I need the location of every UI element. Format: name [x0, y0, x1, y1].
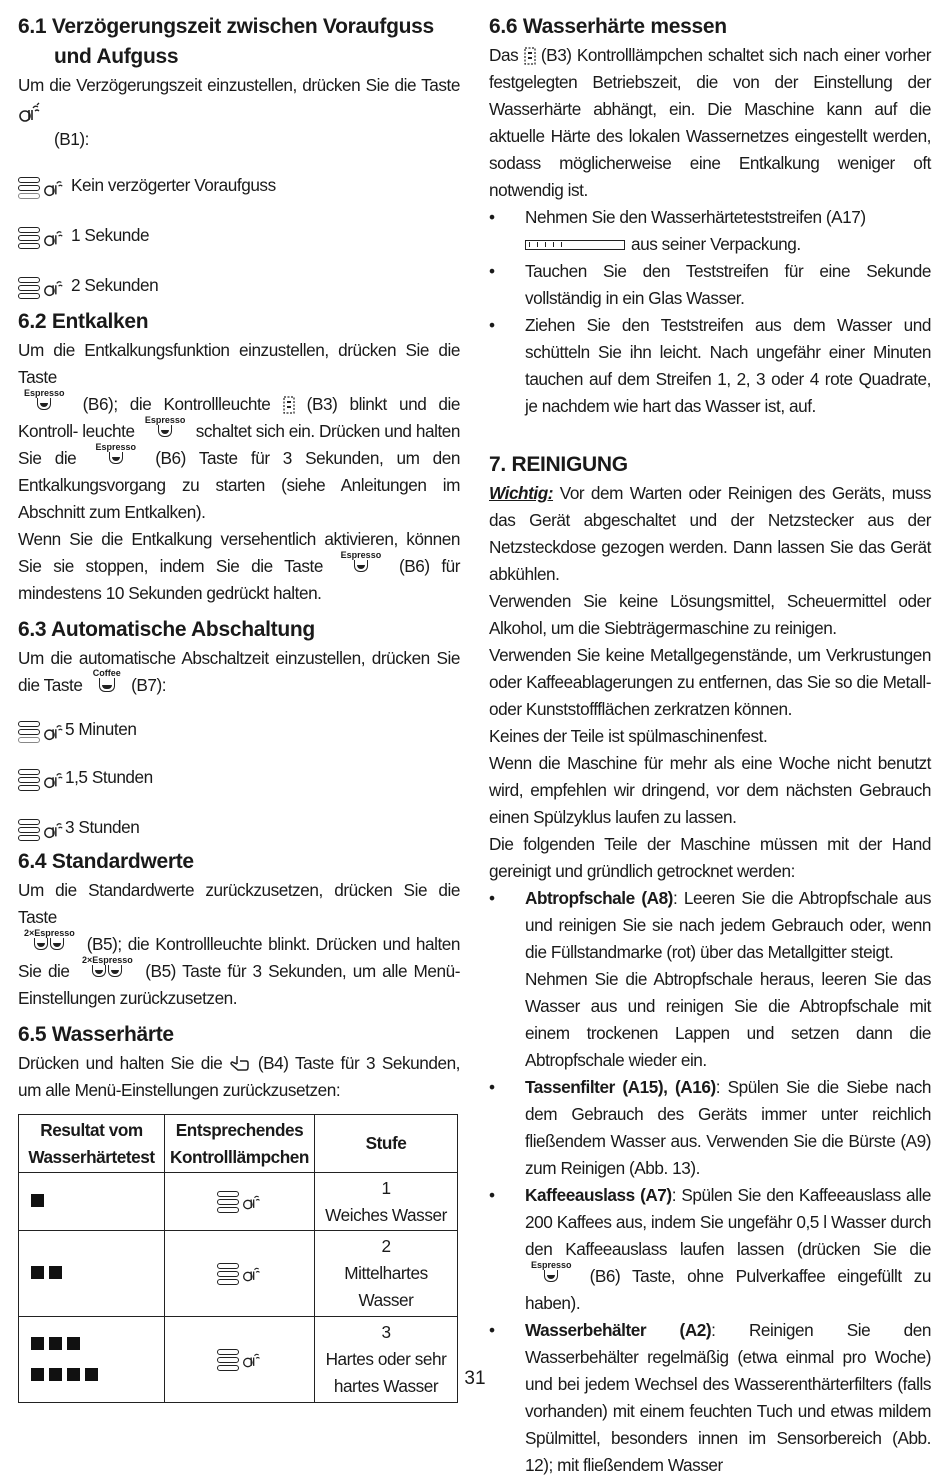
- paragraph: Keines der Teile ist spülmaschinenfest.: [489, 726, 768, 746]
- heading-7: 7. REINIGUNG: [489, 453, 628, 476]
- led-indicator-icon: [18, 177, 40, 199]
- option-row: [18, 791, 460, 841]
- square-mark: [67, 1337, 80, 1350]
- led-indicator-icon: [18, 721, 40, 743]
- table-header-row: [19, 1115, 458, 1173]
- descale-icon: [524, 47, 536, 65]
- paragraph-important: Wichtig: Vor dem Warten oder Reinigen des Geräts, muss das Gerät abgeschaltet und der Netzstecker aus der Netzsteckdose gezogen werden. Dann lassen Sie das Gerät abkühlen.: [489, 483, 931, 584]
- pre-infusion-icon: [43, 177, 65, 199]
- descale-icon: [283, 396, 295, 414]
- square-mark: [49, 1337, 62, 1350]
- option-row: [18, 249, 460, 299]
- heading-6-3: 6.3 Automatische Abschaltung: [18, 618, 315, 641]
- led-indicator-icon: [18, 227, 40, 249]
- test-result-cell: [19, 1231, 165, 1317]
- paragraph-6-1: Um die Verzögerungszeit einzustellen, drücken Sie die Taste (B1):: [18, 75, 460, 149]
- option-row: [18, 699, 460, 743]
- option-label: 2 Sekunden: [71, 275, 159, 295]
- option-label: 5 Minuten: [65, 719, 137, 739]
- led-indicator-icon: [217, 1263, 239, 1285]
- paragraph-6-5: Drücken und halten Sie die (B4) Taste für 3 Sekunden, um alle Menü-Einstellungen zurückzusetzen:: [18, 1053, 460, 1100]
- option-row: [18, 199, 460, 249]
- led-indicator-icon: [18, 769, 40, 791]
- water-hardness-table: [18, 1114, 458, 1403]
- test-result-cell: [19, 1173, 165, 1231]
- pre-infusion-icon: [43, 769, 65, 791]
- level-cell: 3 Hartes oder sehr hartes Wasser: [315, 1317, 458, 1403]
- page-number: 31: [464, 1368, 486, 1389]
- paragraph: Verwenden Sie keine Metallgegenstände, um Verkrustungen oder Kaffeeablagerungen zu entfernen, das Sie so die Metall- oder Kunststoffflächen zerkratzen können.: [489, 645, 931, 719]
- double-espresso-button-icon: 2×Espresso: [24, 929, 75, 950]
- test-steps-list: [489, 204, 931, 420]
- paragraph: Verwenden Sie keine Lösungsmittel, Scheuermittel oder Alkohol, um die Siebträgermaschine zu reinigen.: [489, 591, 931, 638]
- pre-infusion-icon: [242, 1264, 262, 1284]
- list-item: • Abtropfschale (A8): Leeren Sie die Abtropfschale aus und reinigen Sie sie nach jedem Gebrauch oder, wenn die Füllstandmarke (rot) über das Metallgitter steigt. Nehmen Sie die Abtropfschale heraus, leeren Sie das Wasser aus und reinigen Sie die Abtropfschale mit einem trockenen Lappen und setzen dann die Abtropfschale wieder ein.: [489, 885, 931, 1074]
- list-item: • Ziehen Sie den Teststreifen aus dem Wasser und schütteln Sie ihn leicht. Nach ungefähr einer Minuten tauchen auf dem Streifen 1, 2, 3 oder 4 rote Quadrate, je nachdem wie hart das Wasser ist, auf.: [489, 312, 931, 420]
- table-header: Resultat vom Wasserhärtetest: [19, 1115, 165, 1173]
- square-mark: [31, 1337, 44, 1350]
- level-cell: 2 Mittelhartes Wasser: [315, 1231, 458, 1317]
- option-label: 3 Stunden: [65, 817, 140, 837]
- list-item: • Wasserbehälter (A2): Reinigen Sie den Wasserbehälter regelmäßig (etwa einmal pro Woche) und bei jedem Wechsel des Wasserenthärterfilters (falls vorhanden) mit einem feuchten Tuch und etwas mildem Spülmittel, besonders innen im Sensorbereich (Abb. 12); mit fließendem Wasser: [489, 1317, 931, 1479]
- espresso-button-icon: Espresso: [24, 389, 65, 410]
- heading-6-1: 6.1 Verzögerungszeit zwischen Voraufguss und Aufguss: [18, 15, 434, 68]
- square-mark: [31, 1194, 44, 1207]
- espresso-button-icon: Espresso: [96, 443, 137, 464]
- table-header: Stufe: [315, 1115, 458, 1173]
- option-label: 1,5 Stunden: [65, 767, 153, 787]
- paragraph-6-2: Um die Entkalkungsfunktion einzustellen, drücken Sie die Taste Espresso (B6); die Kontrollleuchte (B3) blinkt und die Kontroll- leuchte Espresso schaltet sich ein. Drücken und halten Sie die Espresso (B6) Taste für 3 Sekunden, um den Entkalkungsvorgang zu starten (siehe Anleitungen im Abschnitt zum Entkalken).: [18, 340, 461, 522]
- option-label: Kein verzögerter Voraufguss: [71, 175, 276, 195]
- pre-infusion-icon: [43, 819, 65, 841]
- list-item: • Kaffeeauslass (A7): Spülen Sie den Kaffeeauslass alle 200 Kaffees aus, indem Sie ungefähr 0,5 l Wasser durch den Kaffeeauslass laufen lassen (drücken Sie die Espresso (B6) Taste, ohne Pulverkaffee eingefüllt zu haben).: [489, 1182, 931, 1317]
- paragraph-6-6: Das (B3) Kontrolllämpchen schaltet sich nach einer vorher festgelegten Betriebszeit, die von der Einstellung der Wasserhärte abhängt, ein. Die Maschine kann auf die aktuelle Härte des lokalen Wassernetzes eingestellt werden, sodass möglicherweise eine Entkalkung weniger oft notwendig ist.: [489, 45, 932, 200]
- led-indicator-icon: [217, 1191, 239, 1213]
- table-header: Entsprechendes Kontrolllämpchen: [165, 1115, 315, 1173]
- paragraph: Die folgenden Teile der Maschine müssen mit der Hand gereinigt und gründlich getrocknet werden:: [489, 834, 931, 881]
- paragraph-6-2-stop: Wenn Sie die Entkalkung versehentlich aktivieren, können Sie sie stoppen, indem Sie die Taste Espresso (B6) für mindestens 10 Sekunden gedrückt halten.: [18, 529, 461, 603]
- indicator-cell: [165, 1173, 315, 1231]
- pre-infusion-icon: [43, 277, 65, 299]
- paragraph: Wenn die Maschine für mehr als eine Woche nicht benutzt wird, empfehlen wir dringend, vor dem nächsten Gebrauch einen Spülzyklus laufen zu lassen.: [489, 753, 931, 827]
- coffee-button-icon: Coffee: [93, 669, 121, 692]
- level-cell: 1 Weiches Wasser: [315, 1173, 458, 1231]
- hand-press-icon: [229, 1054, 251, 1074]
- pre-infusion-icon: [43, 721, 65, 743]
- pre-infusion-icon: [43, 227, 65, 249]
- led-indicator-icon: [18, 277, 40, 299]
- paragraph-6-4: Um die Standardwerte zurückzusetzen, drücken Sie die Taste 2×Espresso (B5); die Kontrollleuchte blinkt. Drücken und halten Sie die 2×Espresso (B5) Taste für 3 Sekunden, um alle Menü-Einstellungen zurückzusetzen.: [18, 880, 461, 1008]
- table-row: [19, 1173, 458, 1231]
- right-column: [489, 12, 931, 1479]
- heading-6-4: 6.4 Standardwerte: [18, 850, 194, 873]
- left-column: [18, 12, 460, 1403]
- espresso-button-icon: Espresso: [531, 1261, 572, 1282]
- led-indicator-icon: [18, 819, 40, 841]
- table-row: [19, 1231, 458, 1317]
- pre-infusion-icon: [242, 1192, 262, 1212]
- heading-6-6: 6.6 Wasserhärte messen: [489, 15, 727, 38]
- option-row: [18, 153, 460, 199]
- square-mark: [31, 1266, 44, 1279]
- square-mark: [49, 1266, 62, 1279]
- espresso-button-icon: Espresso: [145, 416, 186, 437]
- option-label: 1 Sekunde: [71, 225, 150, 245]
- list-item: • Tauchen Sie den Teststreifen für eine Sekunde vollständig in ein Glas Wasser.: [489, 258, 931, 312]
- double-espresso-button-icon: 2×Espresso: [82, 956, 133, 977]
- pre-infusion-icon: [18, 102, 42, 124]
- indicator-cell: [165, 1231, 315, 1317]
- test-strip-icon: [525, 240, 625, 250]
- heading-6-5: 6.5 Wasserhärte: [18, 1023, 174, 1046]
- list-item: • Nehmen Sie den Wasserhärteteststreifen (A17) aus seiner Verpackung.: [489, 204, 931, 258]
- option-row: [18, 743, 460, 791]
- heading-6-2: 6.2 Entkalken: [18, 310, 149, 333]
- paragraph-6-3: Um die automatische Abschaltzeit einzustellen, drücken Sie die Taste Coffee (B7):: [18, 648, 460, 695]
- list-item: • Tassenfilter (A15), (A16): Spülen Sie die Siebe nach dem Gebrauch des Geräts immer unter reichlich fließendem Wasser aus. Verwenden Sie die Bürste (A9) zum Reinigen (Abb. 13).: [489, 1074, 931, 1182]
- espresso-button-icon: Espresso: [341, 551, 382, 572]
